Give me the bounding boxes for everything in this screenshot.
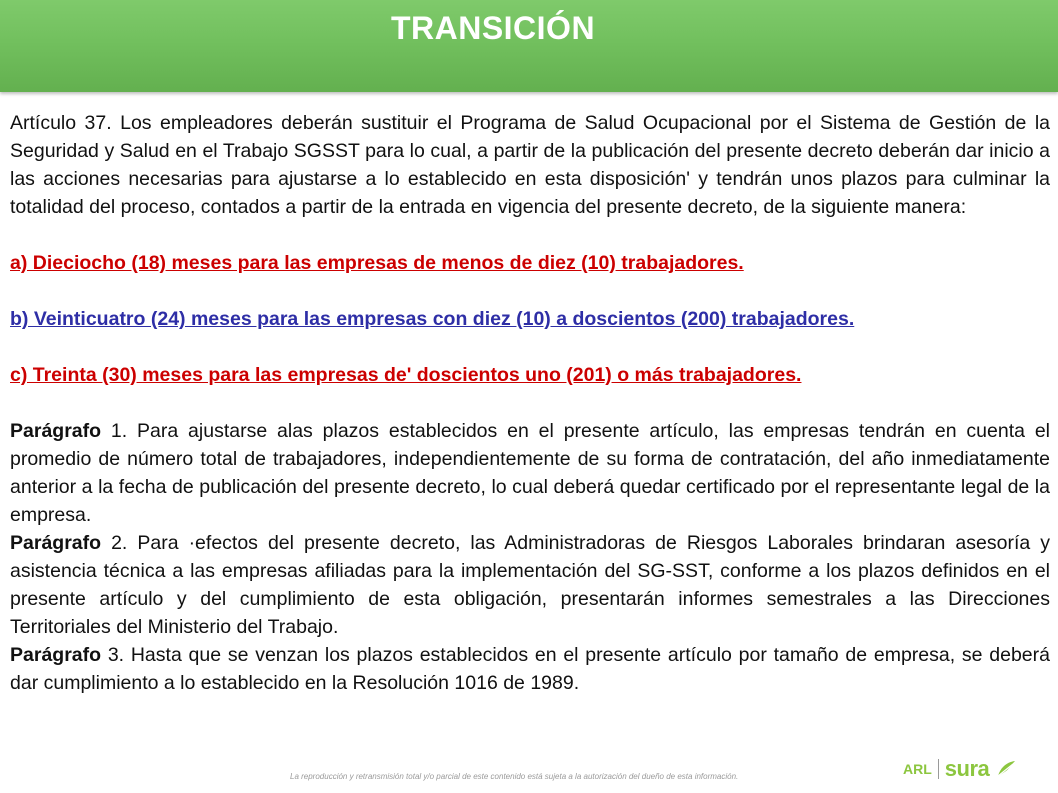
paragraph-label: Parágrafo — [10, 420, 102, 442]
paragraph-2 — [10, 529, 1050, 641]
spacer — [10, 389, 1050, 417]
paragraph-text: 2. Para ·efectos del presente decreto, las Administradoras de Riesgos Laborales brindaran asesoría y asistencia técnica a las empresas afiliadas para la implementación del SG-SST, conforme a los plazos definidos en el presente artículo y del cumplimiento de esta obligación, presentarán informes semestrales a las Direcciones Territoriales del Ministerio del Trabajo. — [10, 532, 1050, 638]
logo-divider — [938, 759, 939, 779]
paragraph-1 — [10, 417, 1050, 529]
arl-sura-logo — [903, 752, 1017, 786]
paragraph-text: 3. Hasta que se venzan los plazos establecidos en el presente artículo por tamaño de empresa, se deberá dar cumplimiento a lo establecido en la Resolución 1016 de 1989. — [10, 644, 1050, 694]
sura-leaf-icon — [995, 758, 1017, 780]
paragraph-text: 1. Para ajustarse alas plazos establecidos en el presente artículo, las empresas tendrán en cuenta el promedio de número total de trabajadores, independientemente de su forma de contratación, del año inmediatamente anterior a la fecha de publicación del presente decreto, lo cual deberá quedar certificado por el representante legal de la empresa. — [10, 420, 1050, 526]
logo-arl-text: ARL — [903, 761, 932, 777]
paragraph-label: Parágrafo — [10, 644, 102, 666]
paragraph-3 — [10, 641, 1050, 697]
copyright-note: La reproducción y retransmisión total y/o parcial de este contenido está sujeta a la autorización del dueño de esta información. — [290, 772, 739, 781]
deadline-item-c: c) Treinta (30) meses para las empresas de' doscientos uno (201) o más trabajadores. — [10, 364, 802, 386]
article-intro: Artículo 37. Los empleadores deberán sustituir el Programa de Salud Ocupacional por el Sistema de Gestión de la Seguridad y Salud en el Trabajo SGSST para lo cual, a partir de la publicación del presente decreto deberán dar inicio a las acciones necesarias para ajustarse a lo establecido en esta disposición' y tendrán unos plazos para culminar la totalidad del proceso, contados a partir de la entrada en vigencia del presente decreto, de la siguiente manera: — [10, 112, 1050, 218]
slide-title: TRANSICIÓN — [390, 10, 596, 46]
spacer — [10, 277, 1050, 305]
deadline-item-b: b) Veinticuatro (24) meses para las empresas con diez (10) a doscientos (200) trabajadores. — [10, 308, 855, 330]
spacer — [10, 333, 1050, 361]
paragraph-label: Parágrafo — [10, 532, 102, 554]
spacer — [10, 221, 1050, 249]
deadline-item-a: a) Dieciocho (18) meses para las empresas de menos de diez (10) trabajadores. — [10, 252, 744, 274]
slide-body — [10, 109, 1050, 697]
logo-sura-text: sura — [944, 756, 990, 781]
